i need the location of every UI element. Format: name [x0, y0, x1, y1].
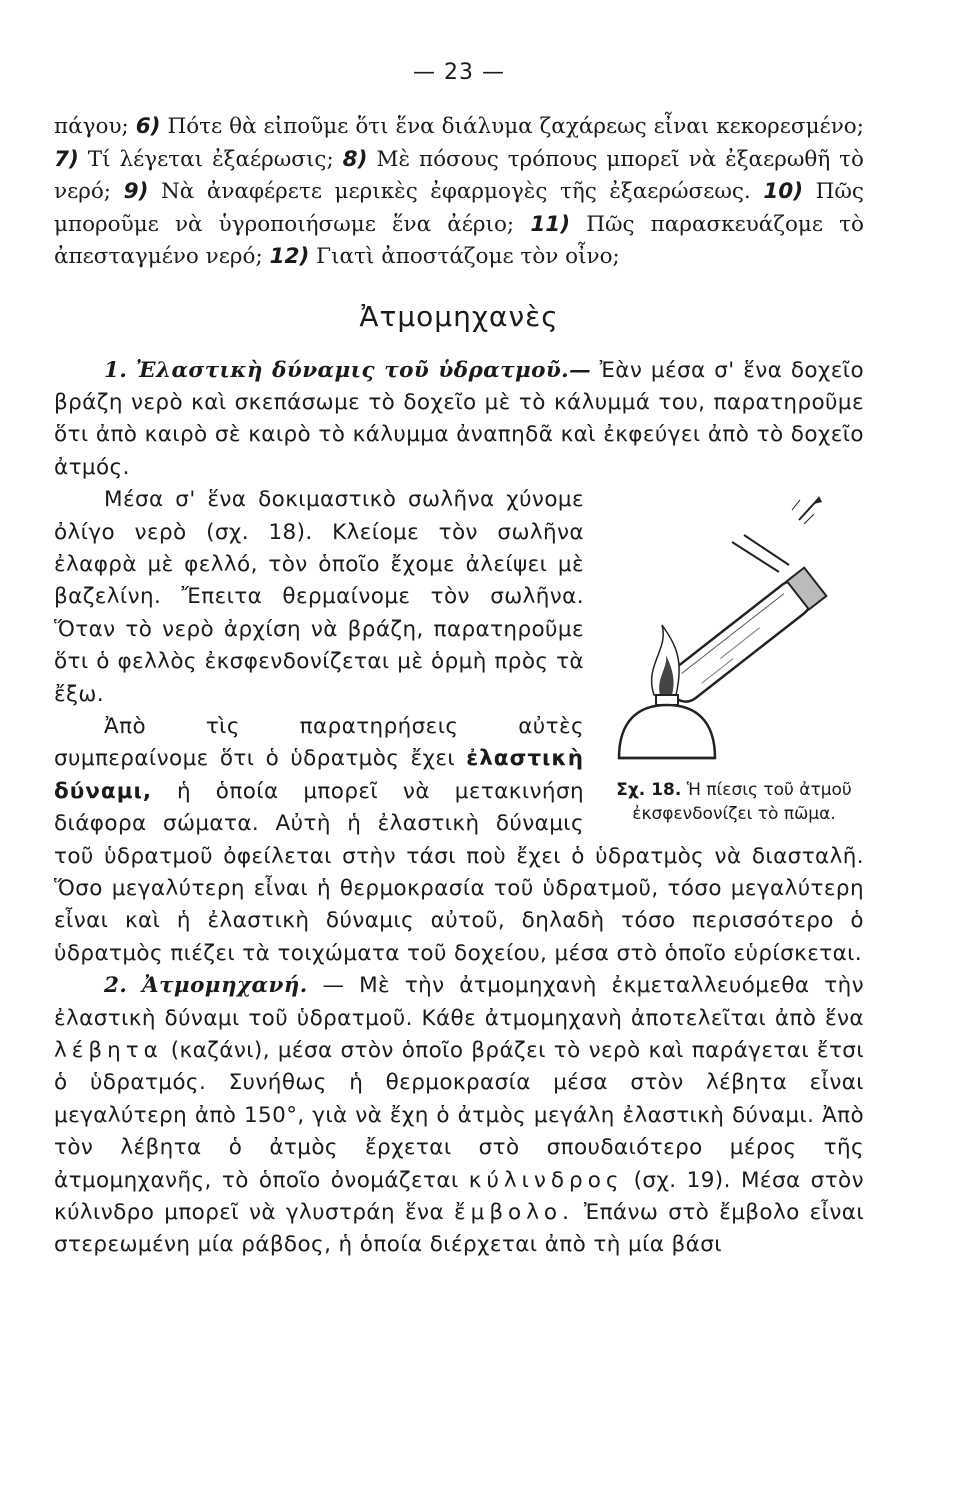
question-10-number: 10): [763, 179, 804, 204]
question-6-number: 6): [135, 114, 161, 139]
section-1-paragraph-2: Μέσα σ' ἕνα δοκιμαστικὸ σωλῆνα χύνομε ὀλίγο νερὸ (σχ. 18). Κλείομε τὸν σωλῆνα ἐλαφρὰ μὲ φελλό, τὸν ὁποῖο ἔχομε ἀλείψει μὲ βαζελίνη. Ἔπειτα θερμαίνομε τὸν σωλῆνα. Ὅταν τὸ νερὸ ἀρχίση νὰ βράζη, παρατηροῦμε ὅτι ὁ φελλὸς ἐκσφενδονίζεται μὲ ὁρμὴ πρὸς τὰ ἔξω.: [54, 487, 584, 707]
question-9: Νὰ ἀναφέρετε μερικὲς ἐφαρμογὲς τῆς ἐξαερώσεως.: [160, 179, 751, 204]
section-title: Ἀτμομηχανὲς: [359, 299, 559, 333]
section-2-paragraph: [54, 970, 864, 1262]
section-2-dash: —: [322, 973, 345, 999]
question-10: Πῶς μποροῦμε νὰ ὑγροποιήσωμε ἕνα ἀέριο;: [54, 179, 864, 237]
section-2-text-3: (σχ. 19). Μέσα στὸν κύλινδρο μπορεῖ νὰ γλυστράη ἕνα: [54, 1167, 865, 1226]
section-2-text-1: Μὲ τὴν ἀτμομηχανὴ ἐκμεταλλευόμεθα τὴν ἐλαστικὴ δύναμι τοῦ ὑδρατμοῦ. Κάθε ἀτμομηχανὴ ἀποτελεῖται ἀπὸ ἕνα: [54, 973, 865, 1031]
test-tube-illustration: [614, 490, 854, 770]
section-1-heading: Ἐλαστικὴ δύναμις τοῦ ὑδρατμοῦ.—: [135, 357, 591, 383]
figure-label: Σχ. 18.: [616, 780, 682, 801]
term-embolo: ἔμβολο.: [454, 1200, 574, 1226]
question-prefix: πάγου;: [54, 114, 129, 139]
section-2-heading: Ἀτμομηχανή.: [141, 973, 308, 999]
section-1-text-3a: Ἀπὸ τὶς παρατηρήσεις αὐτὲς συμπεραίνομε ὅτι ὁ ὑδρατμὸς ἔχει: [54, 713, 584, 772]
question-12-number: 12): [269, 244, 310, 269]
section-2-text-2: (καζάνι), μέσα στὸν ὁποῖο βράζει τὸ νερὸ καὶ παράγεται ἔτσι ὁ ὑδρατμός. Συνήθως ἡ θερμοκρασία μέσα στὸν λέβητα εἶναι μεγαλύτερη ἀπὸ 150°, γιὰ νὰ ἔχη ὁ ἀτμὸς μεγάλη ἐλαστικὴ δύναμι. Ἀπὸ τὸν λέβητα ὁ ἀτμὸς ἔρχεται στὸ σπουδαιότερο μέρος τῆς ἀτμομηχανῆς, τὸ ὁποῖο ὀνομάζεται: [54, 1038, 865, 1193]
section-2-number: 2.: [104, 973, 128, 999]
review-questions: [54, 111, 864, 274]
section-2-text-4: Ἐπάνω στὸ ἔμβολο εἶναι στερεωμένη μία ράβδος, ἡ ὁποία διέρχεται ἀπὸ τὴ μία βάσι: [54, 1200, 864, 1258]
elastic-force-term: ἐλαστικὴ δύναμι,: [54, 746, 585, 804]
section-1-paragraph-1: [54, 355, 864, 485]
page-number: — 23 —: [413, 60, 505, 85]
question-7-number: 7): [54, 146, 79, 172]
question-8-number: 8): [342, 146, 368, 172]
question-7: Τί λέγεται ἐξαέρωσις;: [87, 146, 334, 172]
figure-caption-text: Ἡ πίεσις τοῦ ἀτμοῦ ἐκσφενδονίζει τὸ πῶμα.: [632, 780, 852, 825]
section-1-text-1: Ἐὰν μέσα σ' ἕνα δοχεῖο βράζη νερὸ καὶ σκεπάσωμε τὸ δοχεῖο μὲ τὸ κάλυμμά του, παρατηροῦμε ὅτι ἀπὸ καιρὸ σὲ καιρὸ τὸ κάλυμμα ἀναπηδᾶ καὶ ἐκφεύγει ἀπὸ τὸ δοχεῖο ἀτμός.: [54, 357, 865, 480]
section-1-text-3b: ἡ ὁποία μπορεῖ νὰ μετακινήση διάφορα σώματα. Αὐτὴ ἡ ἐλαστικὴ δύναμις τοῦ ὑδρατμοῦ ὀφείλεται στὴν τάσι ποὺ ἔχει ὁ ὑδρατμὸς νὰ διασταλῆ. Ὅσο μεγαλύτερη εἶναι ἡ θερμοκρασία τοῦ ὑδρατμοῦ, τόσο μεγαλύτερη εἶναι καὶ ἡ ἐλαστικὴ δύναμις αὐτοῦ, δηλαδὴ τόσο περισσότερο ὁ ὑδρατμὸς πιέζει τὰ τοιχώματα τοῦ δοχείου, μέσα στὸ ὁποῖο εὑρίσκεται.: [54, 778, 864, 966]
question-6: Πότε θὰ εἰποῦμε ὅτι ἕνα διάλυμα ζαχάρεως εἶναι κεκορεσμένο;: [167, 114, 864, 139]
page: [54, 60, 864, 1262]
figure-caption: [604, 778, 864, 826]
question-8: Μὲ πόσους τρόπους μπορεῖ νὰ ἐξαερωθῆ τὸ νερό;: [54, 146, 865, 204]
question-11-number: 11): [530, 211, 571, 237]
question-9-number: 9): [123, 179, 149, 204]
figure-18: [604, 490, 864, 826]
term-kylindros: κύλινδρος: [468, 1167, 624, 1193]
question-11: Πῶς παρασκευάζομε τὸ ἀπεσταγμένο νερό;: [54, 211, 864, 269]
section-1-number: 1.: [104, 357, 128, 383]
term-lebes: λέβητα: [54, 1038, 163, 1064]
question-12: Γιατὶ ἀποστάζομε τὸν οἶνο;: [316, 244, 620, 269]
